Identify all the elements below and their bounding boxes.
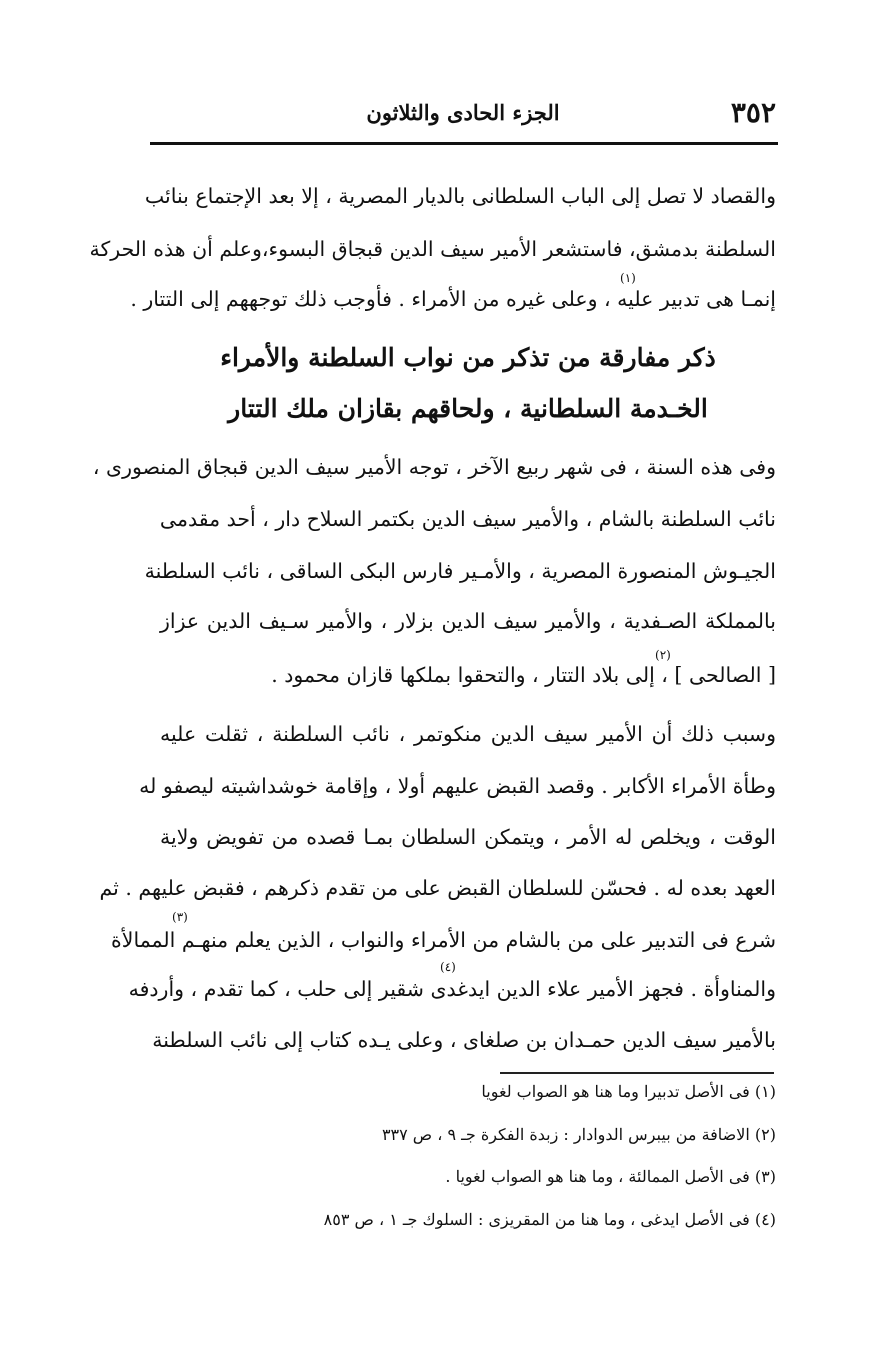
body-line: السلطنة بدمشق، فاستشعر الأمير سيف الدين قبجاق البسوء،وعلم أن هذه الحركة — [89, 237, 776, 261]
page-header — [150, 92, 776, 138]
page-number: ٣٥٢ — [730, 96, 776, 129]
footnote-marker: (٣) — [172, 910, 188, 924]
body-line: وسبب ذلك أن الأمير سيف الدين منكوتمر ، نائب السلطنة ، ثقلت عليه — [160, 722, 776, 746]
footnote: (١) فى الأصل تدبيرا وما هنا هو الصواب لغويا — [481, 1082, 776, 1101]
footnotes-rule — [500, 1072, 774, 1074]
body-line: والمناوأة . فجهز الأمير علاء الدين ايدغدى شقير إلى حلب ، كما تقدم ، وأردفه — [128, 977, 776, 1001]
body-line: العهد بعده له . فحسّن للسلطان القبض على من تقدم ذكرهم ، فقبض عليهم . ثم — [99, 876, 776, 900]
section-heading: الخـدمة السلطانية ، ولحاقهم بقازان ملك التتار — [228, 394, 708, 423]
footnote-marker: (٢) — [655, 648, 671, 662]
body-line: وفى هذه السنة ، فى شهر ربيع الآخر ، توجه الأمير سيف الدين قبجاق المنصورى ، — [92, 455, 776, 479]
footnote: (٢) الاضافة من بيبرس الدوادار : زبدة الفكرة جـ ٩ ، ص ٣٣٧ — [381, 1125, 776, 1144]
body-line: [ الصالحى ] ، إلى بلاد التتار ، والتحقوا بملكها قازان محمود . — [271, 663, 776, 687]
header-rule — [150, 142, 778, 145]
body-line: إنمـا هى تدبير عليه ، وعلى غيره من الأمراء . فأوجب ذلك توجههم إلى التتار . — [130, 287, 776, 311]
footnote: (٤) فى الأصل ايدغى ، وما هنا من المقريزى : السلوك جـ ١ ، ص ٨٥٣ — [323, 1210, 776, 1229]
footnote: (٣) فى الأصل الممالئة ، وما هنا هو الصواب لغويا . — [445, 1167, 776, 1186]
section-heading: ذكر مفارقة من تذكر من نواب السلطنة والأمراء — [220, 343, 716, 372]
body-line: الجيـوش المنصورة المصرية ، والأمـير فارس البكى الساقى ، نائب السلطنة — [144, 559, 776, 583]
running-title: الجزء الحادى والثلاثون — [366, 100, 560, 125]
footnote-marker: (٤) — [440, 960, 456, 974]
body-line: بالمملكة الصـفدية ، والأمير سيف الدين بزلار ، والأمير سـيف الدين عزاز — [160, 609, 776, 633]
body-line: وطأة الأمراء الأكابر . وقصد القبض عليهم أولا ، وإقامة خوشداشيته ليصفو له — [139, 774, 776, 798]
body-line: شرع فى التدبير على من بالشام من الأمراء والنواب ، الذين يعلم منهـم الممالأة — [111, 928, 776, 952]
body-line: نائب السلطنة بالشام ، والأمير سيف الدين بكتمر السلاح دار ، أحد مقدمى — [159, 507, 776, 531]
body-line: والقصاد لا تصل إلى الباب السلطانى بالديار المصرية ، إلا بعد الإجتماع بنائب — [144, 184, 776, 208]
body-line: الوقت ، ويخلص له الأمر ، ويتمكن السلطان بمـا قصده من تفويض ولاية — [160, 825, 776, 849]
body-line: بالأمير سيف الدين حمـدان بن صلغاى ، وعلى يـده كتاب إلى نائب السلطنة — [152, 1028, 776, 1052]
footnote-marker: (١) — [620, 271, 636, 285]
